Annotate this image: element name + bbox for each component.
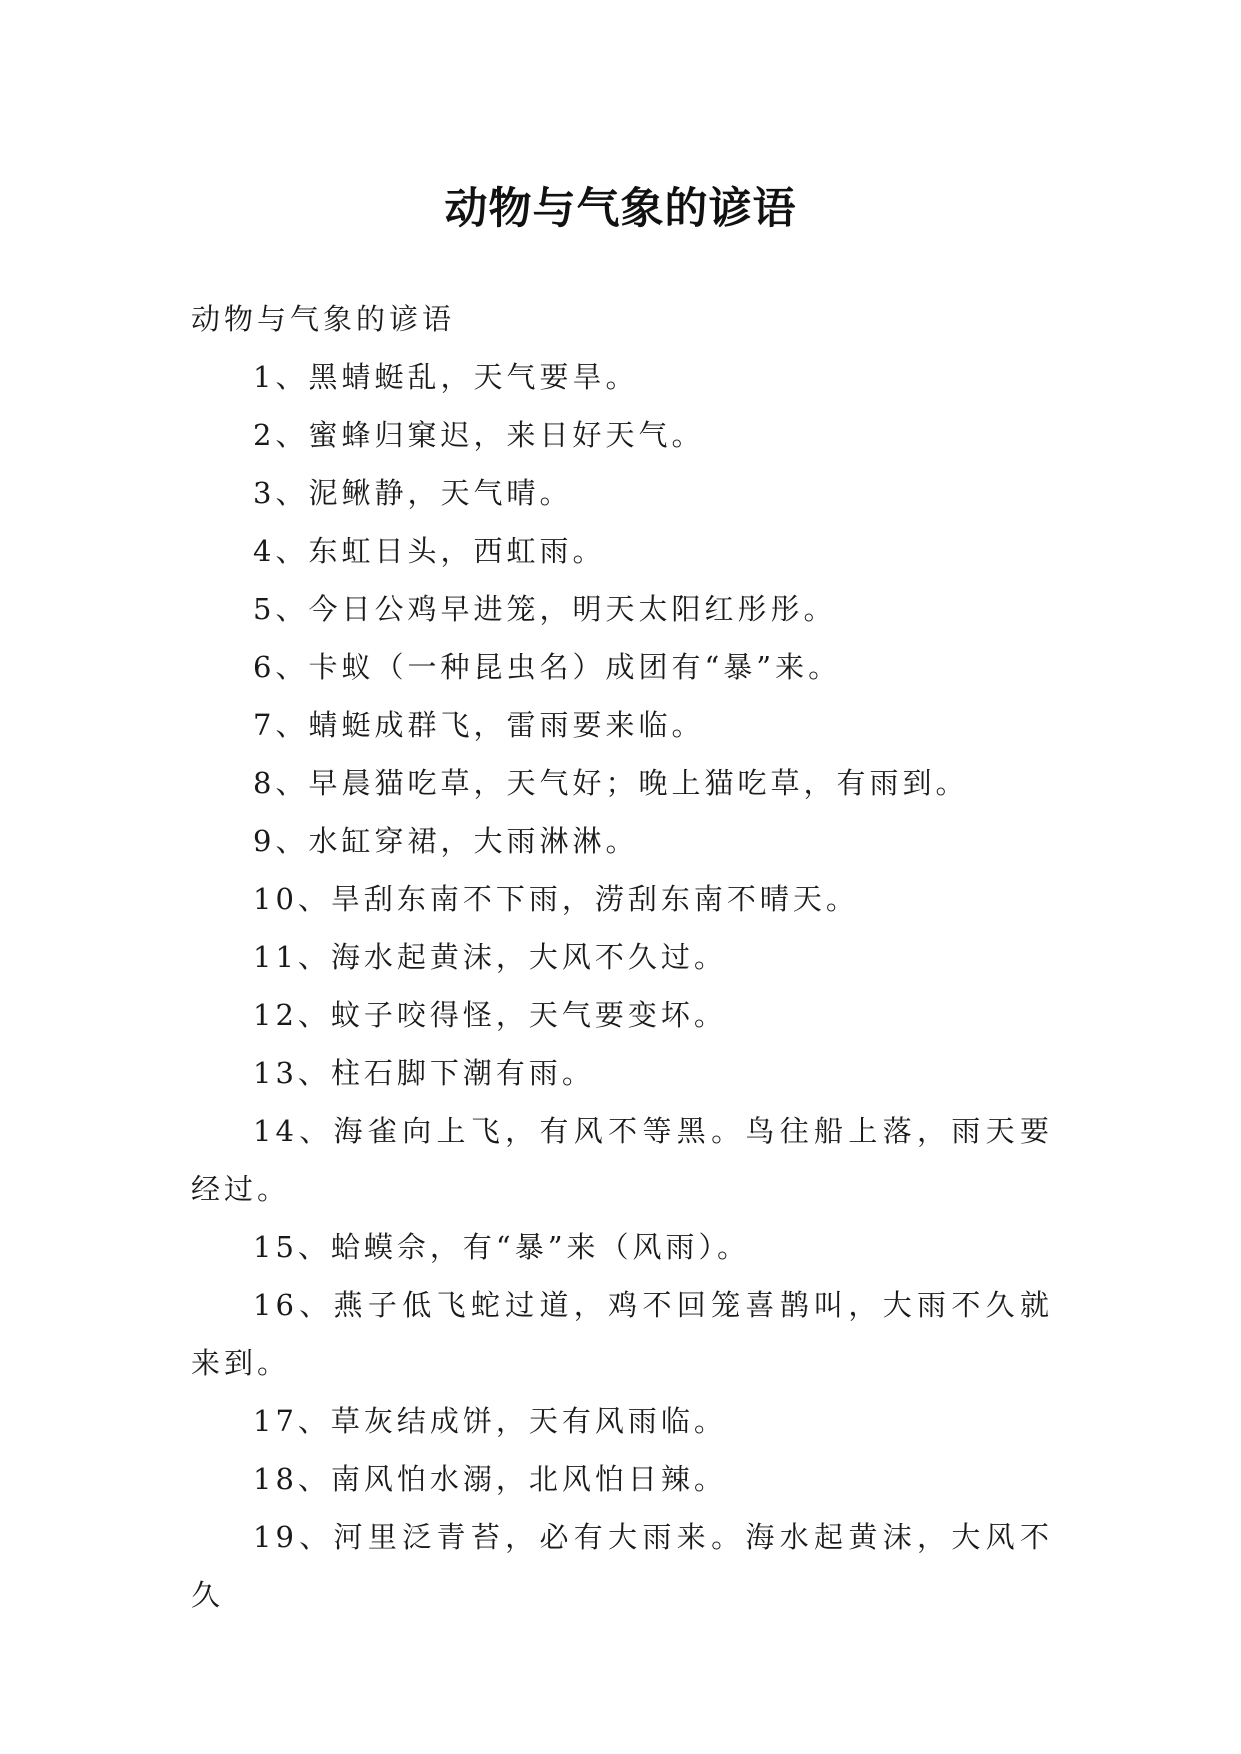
proverb-item: 14、海雀向上飞，有风不等黑。鸟往船上落，雨天要经过。 (191, 1114, 1053, 1206)
section-heading: 动物与气象的谚语 (191, 302, 456, 336)
proverb-item: 12、蚊子咬得怪，天气要变坏。 (253, 998, 727, 1032)
proverb-item: 11、海水起黄沫，大风不久过。 (253, 940, 727, 974)
document-title: 动物与气象的谚语 (444, 183, 797, 234)
proverb-item: 4、东虹日头，西虹雨。 (253, 534, 606, 568)
proverb-item: 17、草灰结成饼，天有风雨临。 (253, 1404, 727, 1438)
proverb-item: 15、蛤蟆佘，有“暴”来（风雨）。 (253, 1230, 751, 1264)
proverb-item: 3、泥鳅静，天气晴。 (253, 476, 573, 510)
proverb-item: 19、河里泛青苔，必有大雨来。海水起黄沫，大风不久 (191, 1520, 1053, 1612)
proverb-list (191, 348, 1053, 1624)
proverb-item: 9、水缸穿裙，大雨淋淋。 (253, 824, 639, 858)
proverb-item: 1、黑蜻蜓乱，天气要旱。 (253, 360, 639, 394)
proverb-item: 8、早晨猫吃草，天气好；晚上猫吃草，有雨到。 (253, 766, 969, 800)
proverb-item: 16、燕子低飞蛇过道，鸡不回笼喜鹊叫，大雨不久就来到。 (191, 1288, 1053, 1380)
proverb-item: 2、蜜蜂归窠迟，来日好天气。 (253, 418, 705, 452)
proverb-item: 5、今日公鸡早进笼，明天太阳红彤彤。 (253, 592, 837, 626)
proverb-item: 10、旱刮东南不下雨，涝刮东南不晴天。 (253, 882, 859, 916)
document-body (191, 290, 1053, 1624)
proverb-item: 7、蜻蜓成群飞，雷雨要来临。 (253, 708, 705, 742)
proverb-item: 18、南风怕水溺，北风怕日辣。 (253, 1462, 727, 1496)
proverb-item: 13、柱石脚下潮有雨。 (253, 1056, 595, 1090)
proverb-item: 6、卡蚁（一种昆虫名）成团有“暴”来。 (253, 650, 842, 684)
